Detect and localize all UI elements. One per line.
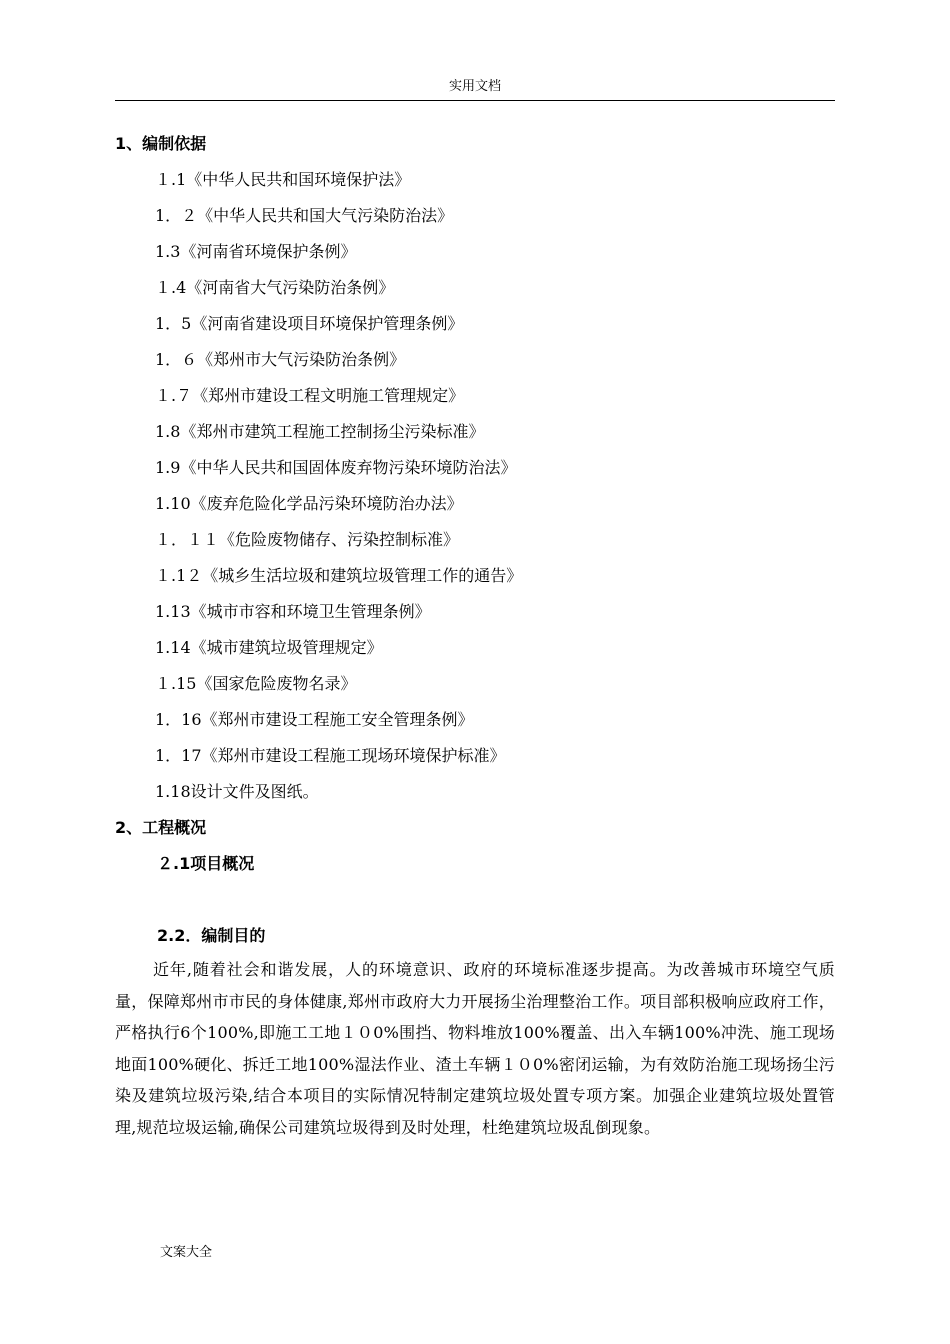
header-divider: [115, 100, 835, 101]
reference-item: 1.10《废弃危险化学品污染环境防治办法》: [155, 494, 463, 513]
page-footer: 文案大全: [160, 1245, 213, 1260]
blank-line: [115, 882, 835, 918]
reference-item: 1.14《城市建筑垃圾管理规定》: [155, 638, 383, 657]
reference-item: 1.9《中华人民共和国固体废弃物污染环境防治法》: [155, 458, 517, 477]
purpose-paragraph: 近年,随着社会和谐发展，人的环境意识、政府的环境标准逐步提高。为改善城市环境空气质量，保障郑州市市民的身体健康,郑州市政府大力开展扬尘治理整治工作。项目部积极响应政府工作，严格执行6个100%,即施工工地１０0%围挡、物料堆放100%覆盖、出入车辆100%冲洗、施工现场地面100%硬化、拆迁工地100%湿法作业、渣土车辆１０0%密闭运输，为有效防治施工现场扬尘污染及建筑垃圾污染,结合本项目的实际情况特制定建筑垃圾处置专项方案。加强企业建筑垃圾处置管理,规范垃圾运输,确保公司建筑垃圾得到及时处理，杜绝建筑垃圾乱倒现象。: [115, 960, 835, 1137]
subsection-2-2-heading: 2.2．编制目的: [157, 926, 266, 945]
page-header: 实用文档: [448, 79, 501, 94]
reference-item: １．１１《危险废物储存、污染控制标准》: [155, 530, 460, 549]
reference-item: １.4《河南省大气污染防治条例》: [155, 278, 395, 297]
document-body: [115, 126, 835, 1143]
reference-item: 1．６《郑州市大气污染防治条例》: [155, 350, 406, 369]
section-1-heading: 1、编制依据: [115, 134, 207, 153]
reference-item: １.15《国家危险废物名录》: [155, 674, 357, 693]
reference-item: １.1２《城乡生活垃圾和建筑垃圾管理工作的通告》: [155, 566, 523, 585]
reference-item: １.７《郑州市建设工程文明施工管理规定》: [155, 386, 465, 405]
reference-item: １.1《中华人民共和国环境保护法》: [155, 170, 411, 189]
reference-item: 1.18设计文件及图纸。: [155, 782, 319, 801]
subsection-2-1-heading: ２.1项目概况: [157, 854, 255, 873]
reference-item: 1．5《河南省建设项目环境保护管理条例》: [155, 314, 464, 333]
reference-item: 1.8《郑州市建筑工程施工控制扬尘污染标准》: [155, 422, 485, 441]
reference-item: 1．16《郑州市建设工程施工安全管理条例》: [155, 710, 474, 729]
reference-item: 1.3《河南省环境保护条例》: [155, 242, 357, 261]
reference-item: 1.13《城市市容和环境卫生管理条例》: [155, 602, 431, 621]
section-2-heading: 2、工程概况: [115, 818, 207, 837]
reference-item: 1．17《郑州市建设工程施工现场环境保护标准》: [155, 746, 506, 765]
reference-list: [115, 162, 835, 810]
reference-item: 1．２《中华人民共和国大气污染防治法》: [155, 206, 454, 225]
